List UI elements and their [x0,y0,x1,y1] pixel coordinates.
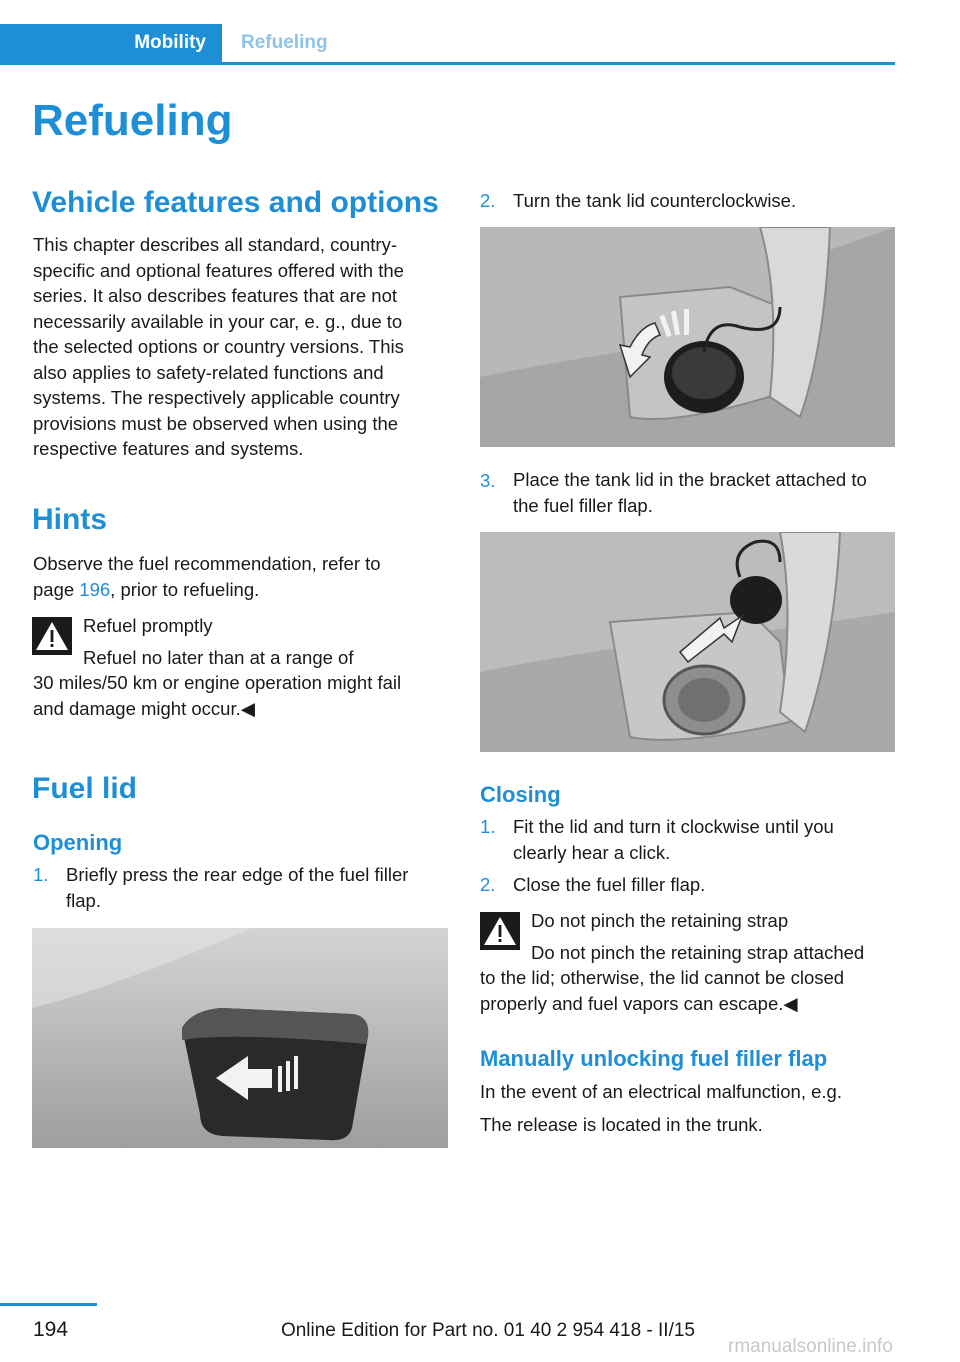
opening-heading: Opening [33,830,123,855]
tab-mobility-label: Mobility [134,32,206,53]
opening-step-1: Briefly press the rear edge of the fuel filler flap. [66,864,409,911]
closing-step-2: Close the fuel filler flap. [513,874,706,895]
vehicle-features-text: This chapter describes all standard, country- specific and optional features offered with the series. It also describes features that are not necessarily available in your car, e. g., due to the selected options or country versions. This also applies to safety-related functions and systems. The respectively applicable country provisions must be observed when using the respective features and systems. [33,234,404,459]
step-number: 2. [480,190,496,211]
warning-triangle-icon [480,912,520,950]
fuel-flap-press-photo [32,928,448,1148]
hints-heading: Hints [32,503,107,536]
warning-triangle-icon [32,617,72,655]
manual-unlock-heading: Manually unlocking fuel filler flap [480,1046,828,1071]
page-number: 194 [33,1318,69,1341]
watermark: rmanualsonline.info [728,1336,893,1357]
vehicle-features-heading: Vehicle features and options [32,186,439,219]
fuel-lid-heading: Fuel lid [32,772,137,805]
lid-in-bracket-photo [480,532,895,752]
opening-step-3: Place the tank lid in the bracket attached to the fuel filler flap. [513,469,867,516]
step-number: 3. [480,470,496,491]
edition-text: Online Edition for Part no. 01 40 2 954 418 - II/15 [280,1320,695,1341]
step-number: 1. [480,816,496,837]
manual-unlock-line2: The release is located in the trunk. [480,1114,763,1135]
closing-warning-title: Do not pinch the retaining strap [531,910,789,931]
step-number: 1. [33,864,49,885]
tab-mobility[interactable] [0,24,222,62]
opening-step-2: Turn the tank lid counterclockwise. [513,190,797,211]
manual-unlock-line1: In the event of an electrical malfunction, e.g. [480,1081,842,1102]
closing-heading: Closing [480,782,561,807]
closing-warning-line1: Do not pinch the retaining strap attached [531,942,865,963]
page-title: Refueling [32,96,233,145]
warning-text-line1: Refuel no later than at a range of [83,647,354,668]
closing-warning-text: to the lid; otherwise, the lid cannot be closed properly and fuel vapors can escape.◀ [480,967,845,1014]
warning-text: 30 miles/50 km or engine operation might fail and damage might occur.◀ [33,672,402,719]
tab-refueling[interactable]: Refueling [241,32,328,53]
warning-title: Refuel promptly [83,615,213,636]
hints-text: Observe the fuel recommendation, refer to page 196, prior to refueling. [33,553,381,600]
page-link-196[interactable]: 196 [79,578,111,600]
step-number: 2. [480,874,496,895]
header-tabs [0,24,895,65]
turn-tank-lid-photo [480,227,895,447]
closing-step-1: Fit the lid and turn it clockwise until you clearly hear a click. [513,816,834,863]
footer-rule [0,1303,97,1306]
